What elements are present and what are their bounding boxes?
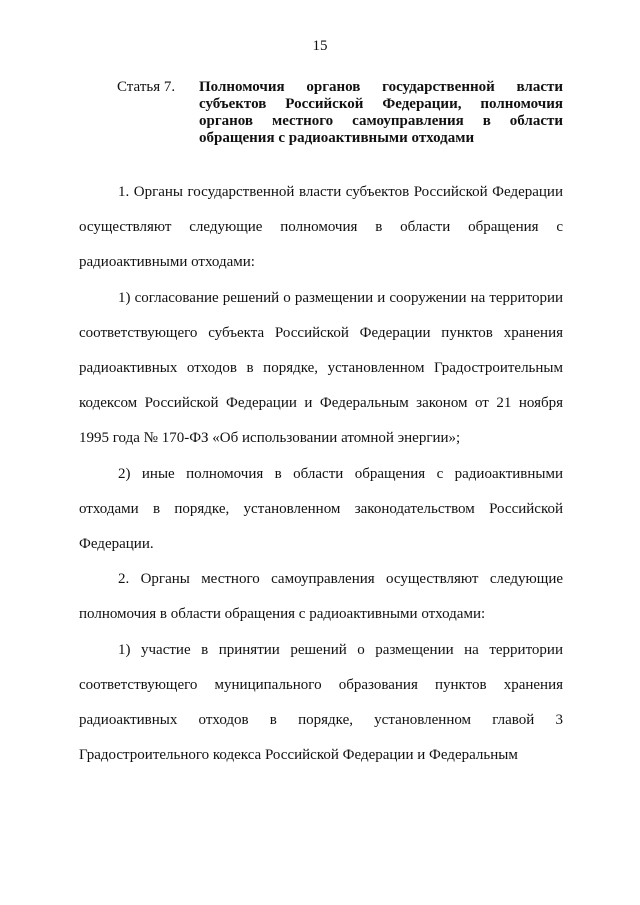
paragraph-1-item-1: 1) согласование решений о размещении и сооружении на территории соответствующего субъекта Российской Федерации пунктов хранения радиоактивных отходов в порядке, установленном Градостроительным кодексом Российской Федерации и Федеральным законом от 21 ноября 1995 года № 170-ФЗ «Об использовании атомной энергии»; bbox=[79, 289, 563, 447]
page-number: 15 bbox=[312, 38, 328, 54]
paragraph-2-item-1: 1) участие в принятии решений о размещении на территории соответствующего муниципального образования пунктов хранения радиоактивных отходов в порядке, установленном главой 3 Градостроительного кодекса Российской Федерации и Федеральным bbox=[79, 641, 563, 764]
paragraph-2: 2. Органы местного самоуправления осуществляют следующие полномочия в области обращения с радиоактивными отходами: bbox=[79, 571, 563, 623]
article-title: Полномочия органов государственной власти субъектов Российской Федерации, полномочия органов местного самоуправления в области обращения с радиоактивными отходами bbox=[199, 79, 563, 146]
article-body bbox=[79, 175, 563, 773]
article-label: Статья 7. bbox=[117, 79, 176, 95]
paragraph-1: 1. Органы государственной власти субъектов Российской Федерации осуществляют следующие полномочия в области обращения с радиоактивными отходами: bbox=[79, 184, 563, 271]
paragraph-1-item-2: 2) иные полномочия в области обращения с радиоактивными отходами в порядке, установленном законодательством Российской Федерации. bbox=[79, 465, 563, 553]
